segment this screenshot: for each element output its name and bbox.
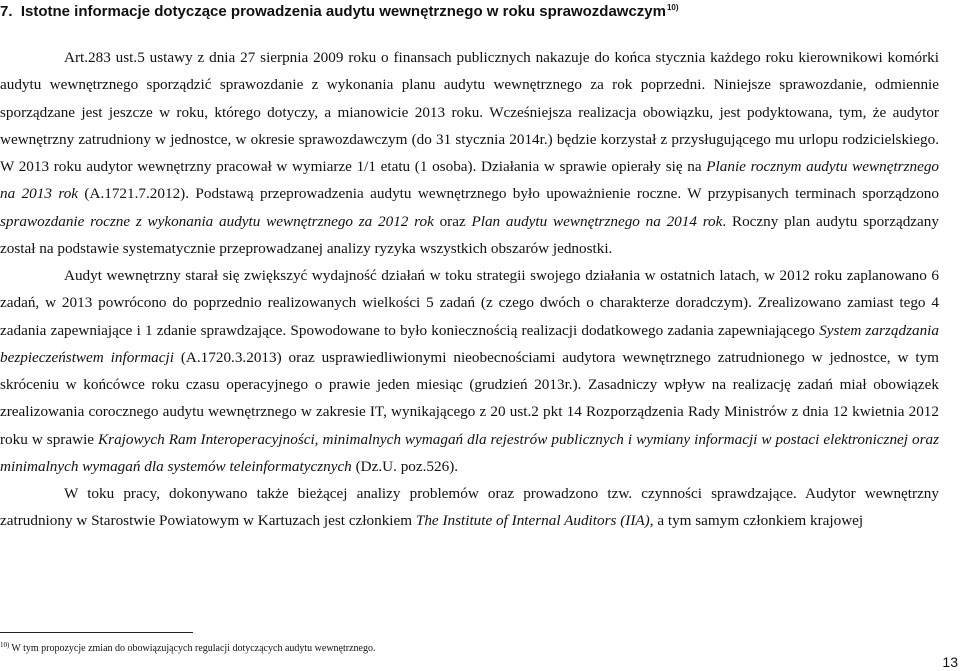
paragraph-text: oraz (433, 212, 472, 230)
footnote (0, 639, 900, 655)
section-heading-text: 7. Istotne informacje dotyczące prowadzenia audytu wewnętrznego w roku sprawozdawczym (0, 3, 666, 20)
italic-text: Krajowych Ram Interoperacyjności, minimalnych wymagań dla rejestrów publicznych i wymiany informacji w postaci elektronicznej oraz minimalnych wymagań dla systemów teleinformatycznych (0, 430, 940, 475)
paragraph-text: (A.1721.7.2012). Podstawą przeprowadzenia audytu wewnętrznego było upoważnienie roczne. W przypisanych terminach sporządzono (78, 185, 939, 203)
paragraph-text: , a tym samym członkiem krajowej (649, 512, 864, 530)
paragraph-text: Art.283 ust.5 ustawy z dnia 27 sierpnia 2009 roku o finansach publicznych nakazuje do końca stycznia każdego roku kierownikowi komórki audytu wewnętrznego sporządzić sprawozdanie z wykonania planu audytu wewnętrznego za rok poprzedni. Niniejsze sprawozdanie, odmiennie sporządzane jest jeszcze w roku, którego dotyczy, a mianowicie 2013 roku. Wcześniejsza realizacja obowiązku, jest podyktowana, tym, że audytor wewnętrzny zatrudniony w jednostce, w okresie sprawozdawczym (do 31 stycznia 2014r.) będzie korzystał z przysługującego mu urlopu rodzicielskiego. W 2013 roku audytor wewnętrzny pracował w wymiarze 1/1 etatu (1 osoba). Działania w sprawie opierały się na (0, 49, 939, 175)
paragraph-text: (Dz.U. poz.526). (351, 457, 459, 475)
italic-text: Planie rocznym audytu wewnętrznego na 2013 rok (0, 158, 939, 203)
paragraph (0, 44, 939, 262)
paragraph-text: (A.1720.3.2013) oraz usprawiedliwionymi nieobecnościami audytora wewnętrznego zatrudnionego w jednostce, w tym skróceniu w końcówce roku czasu operacyjnego o prawie jeden miesiąc (grudzień 2013r.). Zasadniczy wpływ na realizację zadań miał obowiązek zrealizowania corocznego audytu wewnętrznego w zakresie IT, wynikającego z 20 ust.2 pkt 14 Rozporządzenia Rady Ministrów z dnia 12 kwietnia 2012 roku w sprawie (0, 348, 939, 448)
footnote-marker: 10) (0, 641, 10, 649)
paragraph-text: Audyt wewnętrzny starał się zwiększyć wydajność działań w toku strategii swojego działania w ostatnich latach, w 2012 roku zaplanowano 6 zadań, w 2013 powrócono do poprzednio realizowanych wielkości 5 zadań (z czego dwóch o charakterze doradczym). Zrealizowano zamiast tego 4 zadania zapewniające i 1 zdanie sprawdzające. Spowodowane to było koniecznością realizacji dodatkowego zadania zapewniającego (0, 267, 939, 339)
paragraph (0, 262, 939, 480)
document-body (0, 44, 939, 535)
footnote-reference: 10) (666, 3, 679, 12)
page-number: 13 (942, 654, 958, 670)
italic-text: The Institute of Internal Auditors (IIA) (415, 512, 650, 530)
footnote-separator (0, 632, 193, 633)
paragraph-text: . Roczny plan audytu sporządzany został na podstawie systematycznie przeprowadzanej analizy ryzyka wszystkich obszarów jednostki. (0, 212, 939, 257)
footnote-text: W tym propozycje zmian do obowiązujących regulacji dotyczących audytu wewnętrznego. (11, 643, 376, 654)
italic-text: sprawozdanie roczne z wykonania audytu wewnętrznego za 2012 rok (0, 212, 434, 230)
italic-text: Plan audytu wewnętrznego na 2014 rok (471, 212, 723, 230)
paragraph (0, 480, 939, 535)
paragraph-text: W toku pracy, dokonywano także bieżącej analizy problemów oraz prowadzono tzw. czynności sprawdzające. Audytor wewnętrzny zatrudniony w Starostwie Powiatowym w Kartuzach jest członkiem (0, 485, 939, 530)
section-heading (0, 0, 960, 20)
italic-text: System zarządzania bezpieczeństwem informacji (0, 321, 939, 366)
